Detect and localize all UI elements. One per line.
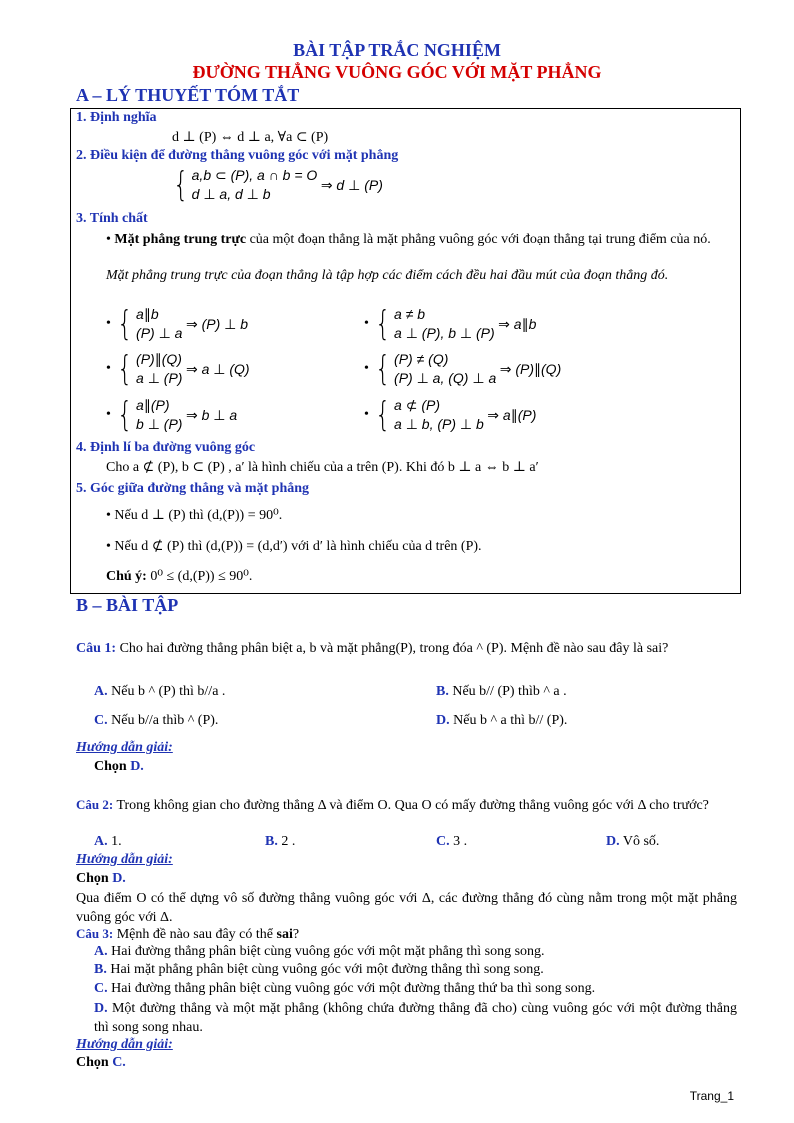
brace-icon: {: [117, 395, 133, 435]
q2-text: Trong không gian cho đường thẳng Δ và điểm O. Qua O có mấy đường thẳng vuông góc với Δ cho trước?: [113, 798, 709, 813]
prop-5: • { a∥(P) b ⊥ (P) ⇒ b ⊥ a: [106, 395, 238, 435]
brace-icon: {: [375, 395, 391, 435]
prop-6: • { a ⊄ (P) a ⊥ b, (P) ⊥ b ⇒ a∥(P): [364, 395, 537, 435]
q1-option-d: D. Nếu b ^ a thì b// (P).: [436, 713, 568, 728]
q1-guide-label: Hướng dẫn giải:: [76, 740, 173, 755]
q1-text: Cho hai đường thẳng phân biệt a, b và mặt phẳng(P), trong đóa ^ (P). Mệnh đề nào sau đây là sai?: [116, 641, 669, 656]
bullet-icon: •: [364, 316, 373, 332]
bullet-icon: •: [106, 361, 115, 377]
q3-label: Câu 3:: [76, 926, 114, 941]
page-number: Trang_1: [689, 1089, 734, 1103]
s2-title: 2. Điều kiện để đường thẳng vuông góc với mặt phẳng: [76, 148, 399, 163]
s5-title: 5. Góc giữa đường thẳng và mặt phẳng: [76, 481, 310, 496]
brace-icon: {: [375, 304, 391, 344]
q1-option-b: B. Nếu b// (P) thìb ^ a .: [436, 684, 567, 699]
prop-1: • { a∥b (P) ⊥ a ⇒ (P) ⊥ b: [106, 304, 249, 344]
q1-option-a: A. Nếu b ^ (P) thì b//a .: [94, 684, 226, 699]
q2-answer: Chọn D.: [76, 871, 126, 886]
q3-stem: Câu 3: Mệnh đề nào sau đây có thể sai?: [76, 926, 300, 942]
s2-system: [170, 166, 383, 204]
prop-2: • { a ≠ b a ⊥ (P), b ⊥ (P) ⇒ a∥b: [364, 304, 537, 344]
q3-option-b: B. Hai mặt phẳng phân biệt cùng vuông góc với một đường thẳng thì song song.: [94, 962, 544, 977]
s1-formula: d ⊥ (P) ⇔ d ⊥ a, ∀a ⊂ (P): [172, 130, 329, 145]
s4-title: 4. Định lí ba đường vuông góc: [76, 440, 256, 455]
q2-explanation: Qua điểm O có thể dựng vô số đường thẳng vuông góc với Δ, các đường thẳng đó cùng nằm trong một mặt phẳng vuông góc với Δ.: [76, 891, 737, 925]
bullet-icon: •: [106, 508, 115, 523]
s5-line2: • Nếu d ⊄ (P) thì (d,(P)) = (d,d′) với d′ là hình chiếu của d trên (P).: [106, 539, 482, 554]
s3-bold: Mặt phẳng trung trực: [114, 232, 247, 247]
s2-line2: d ⊥ a, d ⊥ b: [191, 186, 271, 202]
bullet-icon: •: [106, 539, 115, 554]
q2-label: Câu 2:: [76, 797, 114, 812]
brace-icon: {: [117, 349, 133, 389]
section-a-heading: A – LÝ THUYẾT TÓM TẮT: [76, 85, 300, 105]
bullet-icon: •: [364, 361, 373, 377]
q2-guide-label: Hướng dẫn giải:: [76, 852, 173, 867]
brace-icon: {: [117, 304, 133, 344]
bullet-icon: •: [106, 316, 115, 332]
s3-italic: Mặt phẳng trung trực của đoạn thẳng là tập hợp các điểm cách đều hai đầu mút của đoạn thẳng đó.: [106, 268, 669, 283]
s3-title: 3. Tính chất: [76, 211, 148, 226]
q1-option-c: C. Nếu b//a thìb ^ (P).: [94, 713, 219, 728]
section-b-heading: B – BÀI TẬP: [76, 595, 179, 615]
s5-note: Chú ý: 0⁰ ≤ (d,(P)) ≤ 90⁰.: [106, 569, 253, 584]
q3-option-a: A. Hai đường thẳng phân biệt cùng vuông góc với một mặt phẳng thì song song.: [94, 944, 545, 959]
q3-option-d: D. Một đường thẳng và một mặt phẳng (không chứa đường thẳng đã cho) cùng vuông góc với một đường thẳng thì song song nhau.: [94, 1001, 737, 1035]
q1-label: Câu 1:: [76, 641, 117, 656]
s3-text: của một đoạn thẳng là mặt phẳng vuông góc với đoạn thẳng tại trung điểm của nó.: [246, 232, 711, 247]
s5-line1: • Nếu d ⊥ (P) thì (d,(P)) = 90⁰.: [106, 508, 283, 523]
q2-option-c: C. 3 .: [436, 834, 468, 849]
q2-stem: [76, 795, 737, 815]
q1-stem: [76, 637, 737, 661]
q3-answer: Chọn C.: [76, 1055, 126, 1070]
doc-subtitle: ĐƯỜNG THẲNG VUÔNG GÓC VỚI MẶT PHẲNG: [192, 62, 602, 82]
q2-option-a: A. 1.: [94, 834, 122, 849]
prop-4: • { (P) ≠ (Q) (P) ⊥ a, (Q) ⊥ a ⇒ (P)∥(Q): [364, 349, 562, 389]
q3-option-c: C. Hai đường thẳng phân biệt cùng vuông góc với một đường thẳng thứ ba thì song song.: [94, 981, 596, 996]
s2-line1: a,b ⊂ (P), a ∩ b = O: [191, 167, 318, 183]
prop-3: • { (P)∥(Q) a ⊥ (P) ⇒ a ⊥ (Q): [106, 349, 250, 389]
bullet-icon: •: [106, 407, 115, 423]
s3-paragraph: [106, 231, 737, 248]
bullet-icon: •: [106, 232, 115, 247]
q1-answer: Chọn D.: [94, 759, 144, 774]
q2-option-b: B. 2 .: [265, 834, 296, 849]
q2-option-d: D. Vô số.: [606, 834, 660, 849]
bullet-icon: •: [364, 407, 373, 423]
doc-title: BÀI TẬP TRẮC NGHIỆM: [293, 40, 501, 60]
s4-text: Cho a ⊄ (P), b ⊂ (P) , a′ là hình chiếu của a trên (P). Khi đó b ⊥ a ⇔ b ⊥ a′: [106, 460, 539, 475]
s2-result: ⇒ d ⊥ (P): [320, 176, 383, 193]
brace-icon: {: [375, 349, 391, 389]
s1-title: 1. Định nghĩa: [76, 110, 157, 125]
q3-guide-label: Hướng dẫn giải:: [76, 1037, 173, 1052]
brace-icon: {: [173, 165, 189, 205]
